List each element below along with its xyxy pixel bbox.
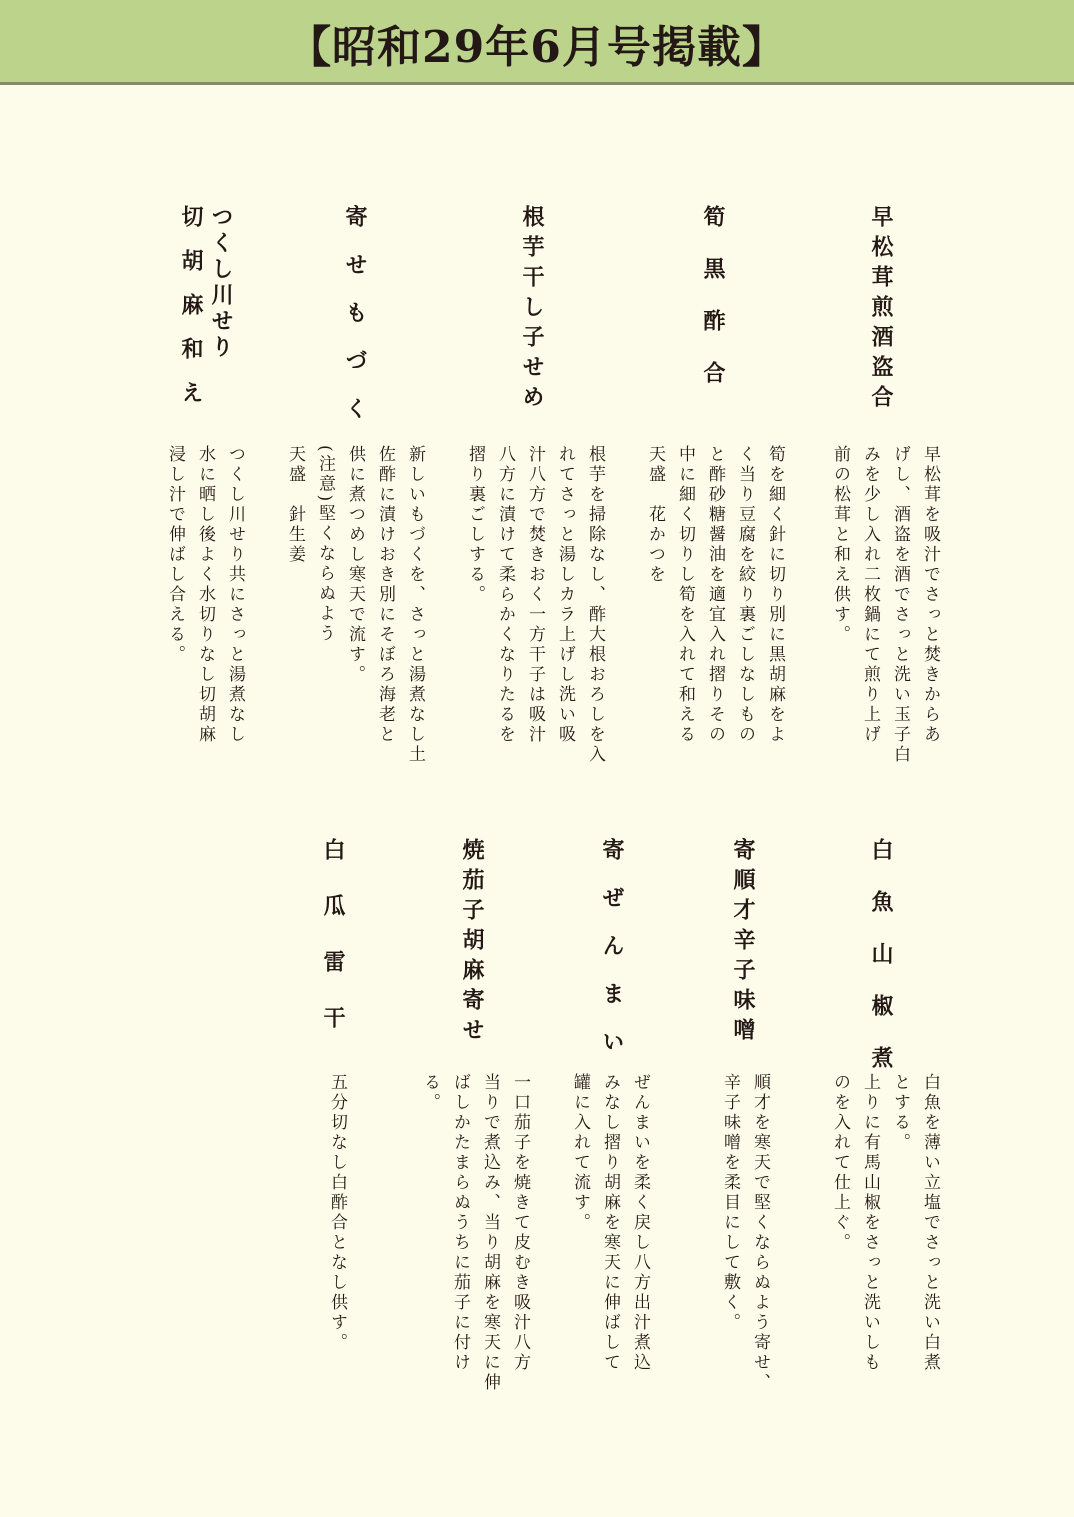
recipe-body: 一口茄子を焼きて皮むき吸汁八方 当りで煮込み、当り胡麻を寒天に伸 ばしかたまらぬうちに茄子に付け る。 <box>420 1073 530 1393</box>
recipe-body: ぜんまいを柔く戻し八方出汁煮込 みなし摺り胡麻を寒天に伸ばして 罐に入れて流す。 <box>570 1073 650 1373</box>
recipe-title: 寄せもづく <box>342 205 368 445</box>
recipe-title: つくし川せり 切胡麻和え <box>178 205 234 425</box>
recipe-body: 早松茸を吸汁でさっと焚きからあ げし、酒盗を酒でさっと洗い玉子白 みを少し入れ二枚鍋にて煎り上げ 前の松茸と和え供す。 <box>830 445 940 765</box>
recipe-title: 焼茄子胡麻寄せ <box>459 838 485 1048</box>
recipe-body: つくし川せり共にさっと湯煮なし 水に晒し後よく水切りなし切胡麻 浸し汁で伸ばし合える。 <box>165 445 245 745</box>
recipe-title: 白魚山椒煮 <box>868 838 894 1098</box>
page-title: 【昭和29年6月号掲載】 <box>287 21 787 73</box>
recipe-body: 五分切なし白酢合となし供す。 <box>327 1073 347 1353</box>
recipe-title: 根芋干し子せめ <box>519 205 545 415</box>
recipe-body: 白魚を薄い立塩でさっと洗い白煮 とする。 上りに有馬山椒をさっと洗いしも のを入れて仕上ぐ。 <box>830 1073 940 1373</box>
recipe-title: 白瓜雷干 <box>320 838 346 1062</box>
recipe-body: 順才を寒天で堅くならぬよう寄せ、 辛子味噌を柔目にして敷く。 <box>720 1073 770 1393</box>
recipe-title: 寄ぜんまい <box>599 838 625 1078</box>
recipe-body: 新しいもづくを、さっと湯煮なし土 佐酢に漬けおき別にそぼろ海老と 供に煮つめし寒天で流す。 (注意)堅くならぬよう 天盛 針生姜 <box>285 445 425 765</box>
recipe-title: 早松茸煎酒盗合 <box>868 205 894 415</box>
recipe-body: 筍を細く針に切り別に黒胡麻をよ く当り豆腐を絞り裏ごしなしもの と酢砂糖醤油を適宜入れ摺りその 中に細く切りし筍を入れて和える 天盛 花かつを <box>645 445 785 745</box>
recipe-title: 寄順才辛子味噌 <box>730 838 756 1048</box>
recipe-body: 根芋を掃除なし、酢大根おろしを入 れてさっと湯しカラ上げし洗い吸 汁八方で焚きおく一方干子は吸汁 八方に漬けて柔らかくなりたるを 摺り裏ごしする。 <box>465 445 605 765</box>
recipe-title: 筍黒酢合 <box>700 205 726 413</box>
